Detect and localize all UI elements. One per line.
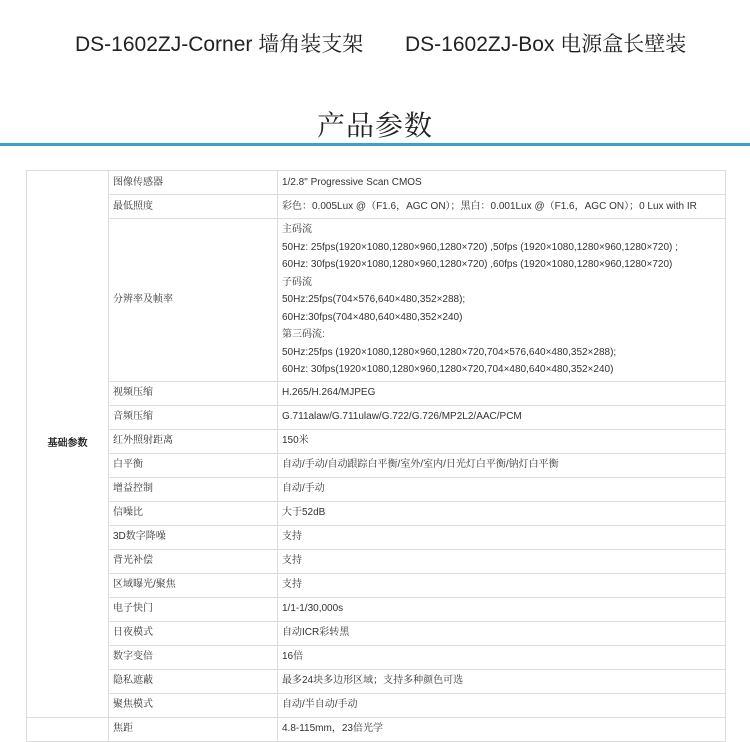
- table-row: [27, 171, 726, 195]
- resolution-line: 第三码流:: [282, 329, 325, 340]
- spec-value: 自动/手动: [278, 477, 726, 501]
- spec-label: 区域曝光/聚焦: [109, 573, 278, 597]
- spec-value: 支持: [278, 549, 726, 573]
- resolution-line: 主码流: [282, 224, 312, 235]
- spec-value-multiline: [278, 219, 726, 382]
- section-title: 产品参数: [316, 110, 433, 141]
- table-row: [27, 501, 726, 525]
- resolution-line: 60Hz: 30fps(1920×1080,1280×960,1280×720) ,60fps (1920×1080,1280×960,1280×720): [282, 259, 673, 270]
- spec-label: 视频压缩: [109, 381, 278, 405]
- spec-label: 电子快门: [109, 597, 278, 621]
- table-row: [27, 717, 726, 741]
- spec-value: 支持: [278, 525, 726, 549]
- spec-value: H.265/H.264/MJPEG: [278, 381, 726, 405]
- spec-value: 最多24块多边形区域；支持多种颜色可选: [278, 669, 726, 693]
- spec-label: 焦距: [109, 717, 278, 741]
- spec-value: G.711alaw/G.711ulaw/G.722/G.726/MP2L2/AAC/PCM: [278, 405, 726, 429]
- table-row: [27, 381, 726, 405]
- title-divider: [0, 143, 750, 146]
- resolution-line: 60Hz:30fps(704×480,640×480,352×240): [282, 311, 463, 323]
- spec-label: 分辨率及帧率: [109, 219, 278, 382]
- table-row: [27, 621, 726, 645]
- resolution-line: 60Hz: 30fps(1920×1080,1280×960,1280×720,704×480,640×480,352×240): [282, 364, 614, 375]
- table-row: [27, 429, 726, 453]
- resolution-line: 50Hz: 25fps(1920×1080,1280×960,1280×720) ,50fps (1920×1080,1280×960,1280×720) ;: [282, 241, 678, 253]
- resolution-line: 子码流: [282, 276, 312, 288]
- table-row: [27, 669, 726, 693]
- table-row: [27, 453, 726, 477]
- spec-value: 大于52dB: [278, 501, 726, 525]
- spec-label: 聚焦模式: [109, 693, 278, 717]
- product-captions: [0, 28, 750, 60]
- spec-label: 3D数字降噪: [109, 525, 278, 549]
- spec-value: 1/1-1/30,000s: [278, 597, 726, 621]
- spec-label: 图像传感器: [109, 171, 278, 195]
- table-row: [27, 645, 726, 669]
- spec-label: 数字变倍: [109, 645, 278, 669]
- table-row: [27, 477, 726, 501]
- spec-value: 支持: [278, 573, 726, 597]
- table-row: [27, 597, 726, 621]
- corner-mount-caption: DS-1602ZJ-Corner 墙角装支架: [75, 33, 364, 56]
- spec-label: 隐私遮蔽: [109, 669, 278, 693]
- spec-value: 自动/手动/自动跟踪白平衡/室外/室内/日光灯白平衡/钠灯白平衡: [278, 453, 726, 477]
- spec-label: 增益控制: [109, 477, 278, 501]
- spec-group-label-empty: [27, 717, 109, 741]
- table-row: [27, 525, 726, 549]
- spec-label: 音频压缩: [109, 405, 278, 429]
- table-row: [27, 219, 726, 382]
- spec-label: 白平衡: [109, 453, 278, 477]
- spec-value: 16倍: [278, 645, 726, 669]
- spec-label: 红外照射距离: [109, 429, 278, 453]
- spec-value: 自动/半自动/手动: [278, 693, 726, 717]
- spec-label: 最低照度: [109, 195, 278, 219]
- spec-value: 自动ICR彩转黑: [278, 621, 726, 645]
- spec-value: 4.8-115mm，23倍光学: [278, 717, 726, 741]
- spec-table: [26, 170, 726, 742]
- spec-label: 背光补偿: [109, 549, 278, 573]
- resolution-line: 50Hz:25fps(704×576,640×480,352×288);: [282, 294, 466, 305]
- table-row: [27, 549, 726, 573]
- spec-value: 1/2.8" Progressive Scan CMOS: [278, 171, 726, 195]
- table-row: [27, 195, 726, 219]
- box-mount-caption: DS-1602ZJ-Box 电源盒长壁装: [405, 33, 687, 56]
- spec-group-label: 基础参数: [27, 171, 109, 718]
- table-row: [27, 405, 726, 429]
- spec-value: 150米: [278, 429, 726, 453]
- spec-label: 信噪比: [109, 501, 278, 525]
- resolution-line: 50Hz:25fps (1920×1080,1280×960,1280×720,704×576,640×480,352×288);: [282, 346, 617, 358]
- spec-label: 日夜模式: [109, 621, 278, 645]
- table-row: [27, 573, 726, 597]
- spec-value: 彩色：0.005Lux @（F1.6，AGC ON）；黑白：0.001Lux @（F1.6，AGC ON）；0 Lux with IR: [278, 195, 726, 219]
- table-row: [27, 693, 726, 717]
